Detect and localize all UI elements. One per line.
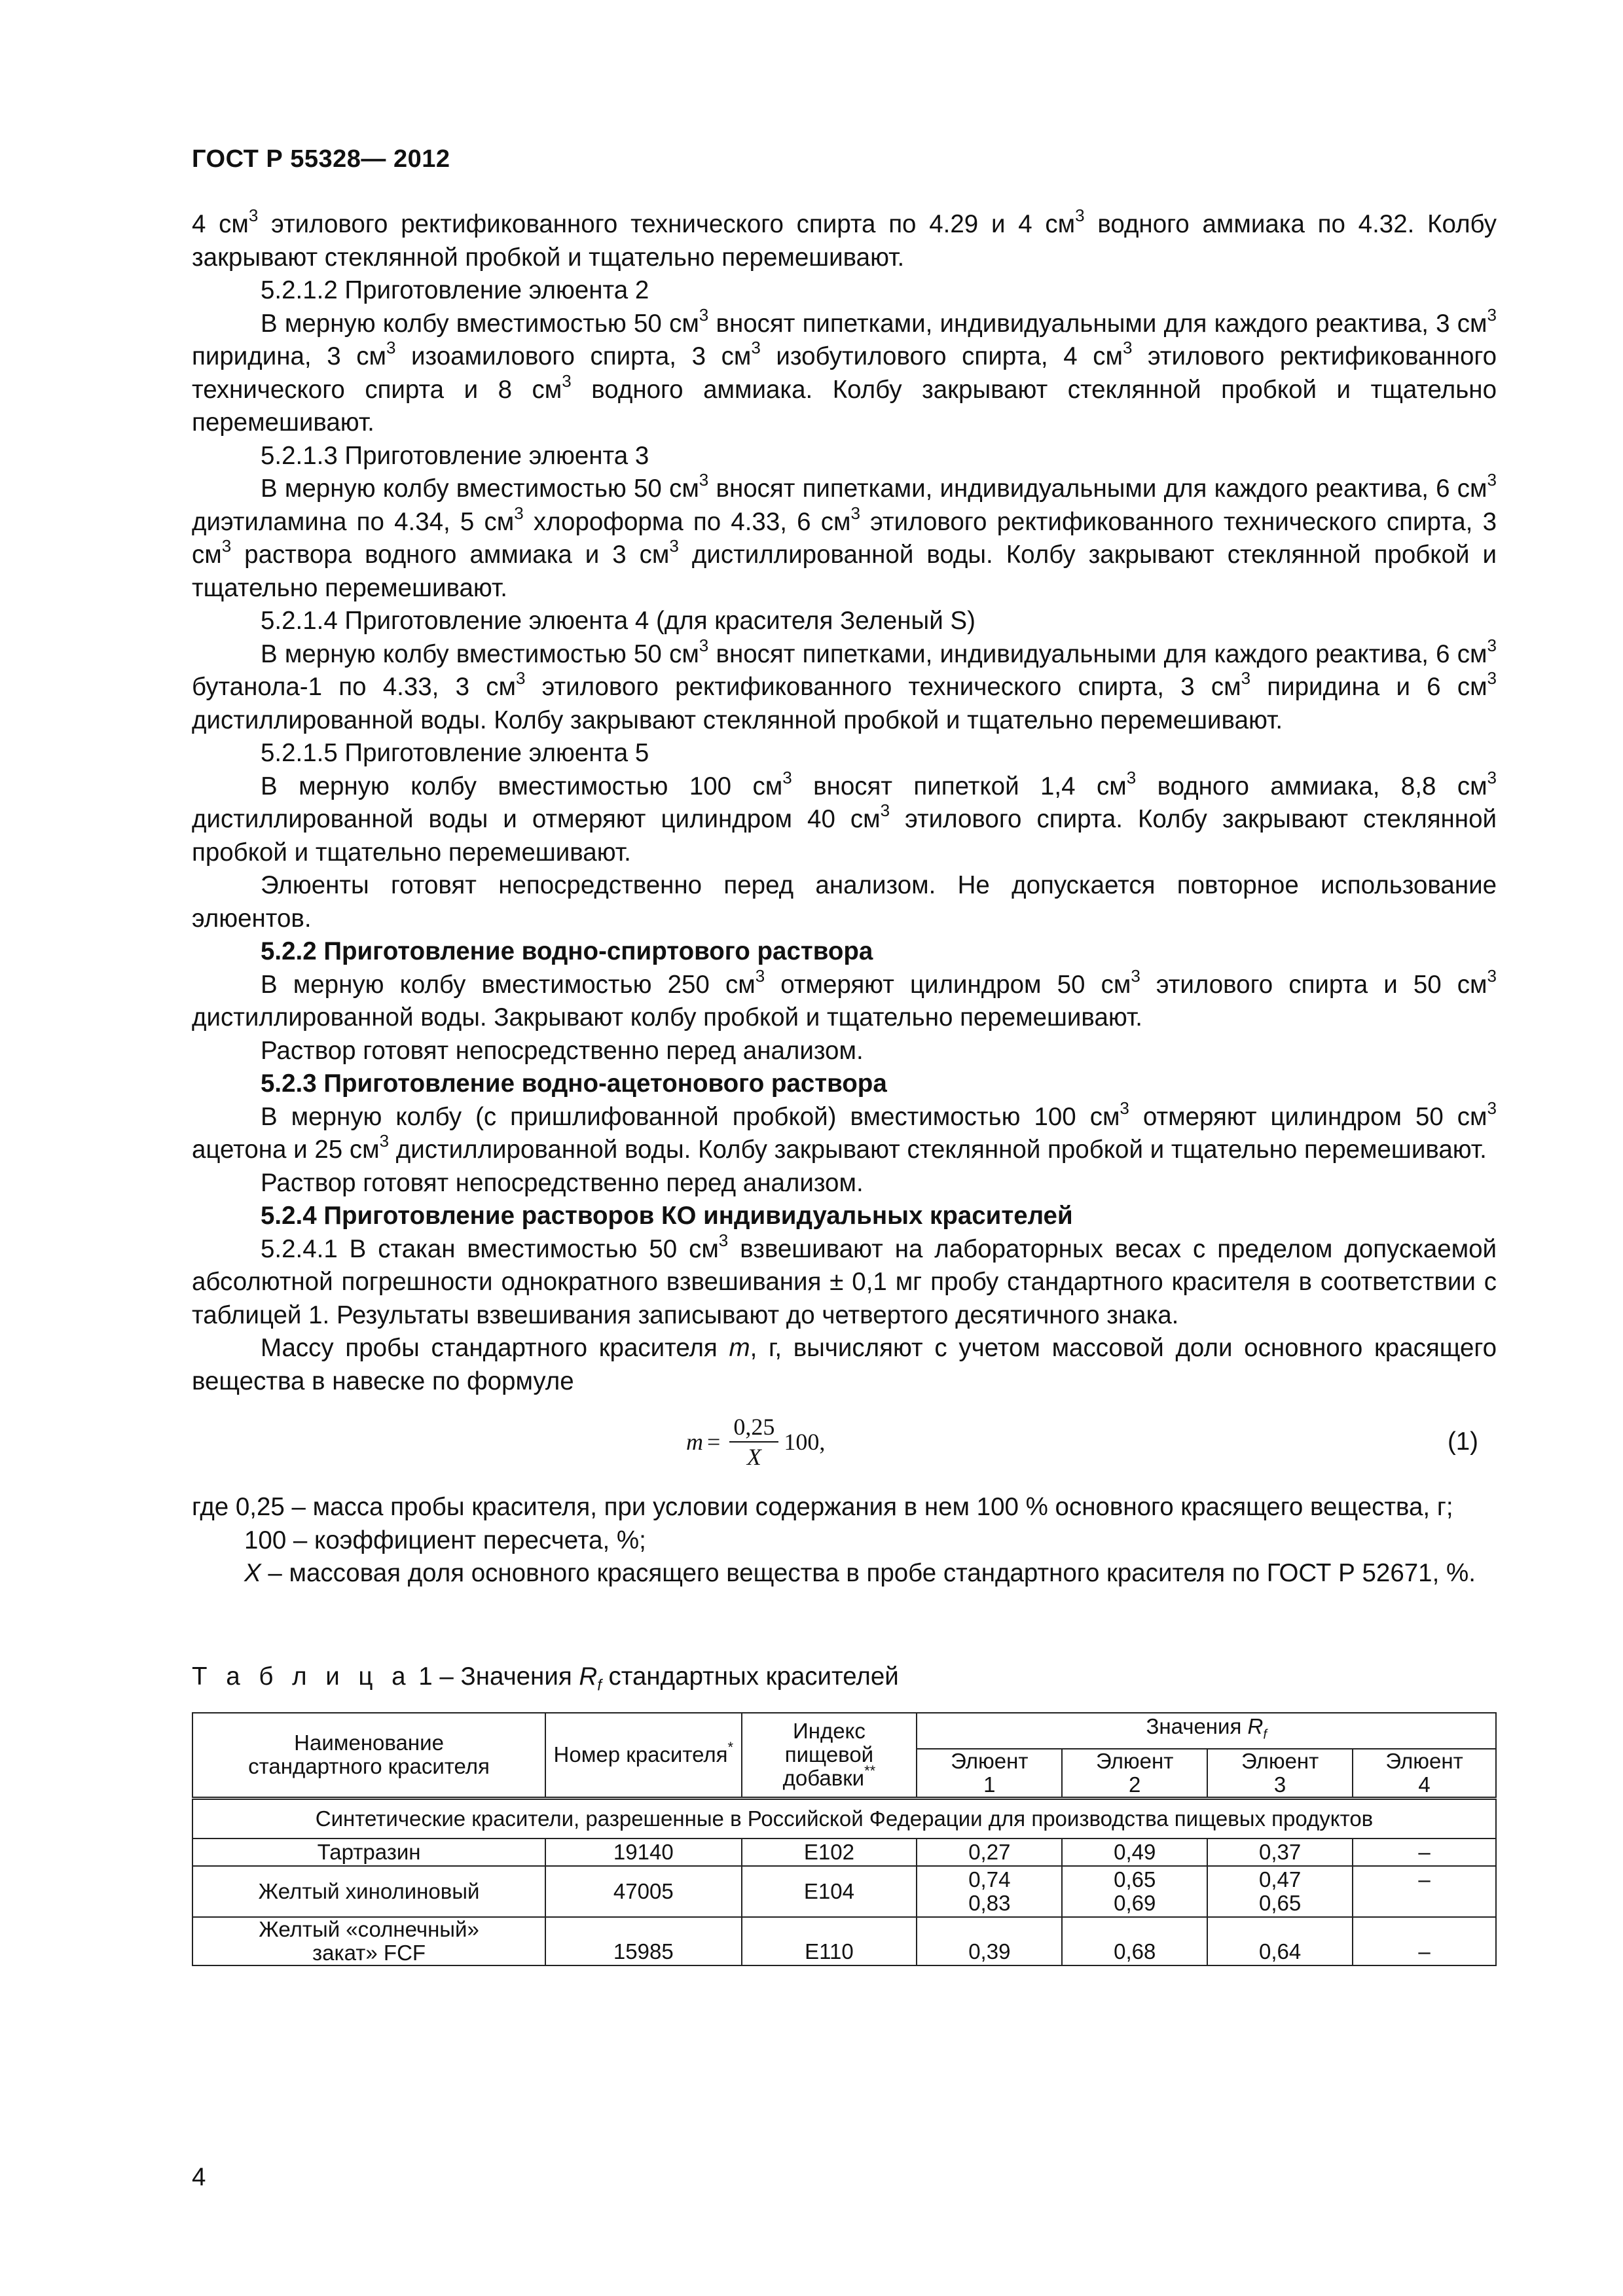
cell-e3: 0,64 [1207,1917,1353,1965]
table-row [192,1839,1496,1866]
cell-e1: 0,74 0,83 [917,1866,1062,1917]
paragraph: В мерную колбу вместимостью 50 $см^3$ вносят пипетками, индивидуальными для каждого реактива, 6 $см^3$ бутанола-1 по 4.33, 3 $см^3$ этилового ректификованного технического спирта, 3 $см^3$ пиридина и 6 $см^3$ дистиллированной воды. Колбу закрывают стеклянной пробкой и тщательно перемешивают. [192,635,1497,734]
header-index: Индекс пищевой добавки** [742,1713,917,1798]
fraction: $\frac{0,25}{X}$ [729,1412,778,1471]
cell-name: Тартразин [192,1839,545,1866]
paragraph: 4 $см^3$ этилового ректификованного технического спирта по 4.29 и 4 $см^3$ водного аммиака по 4.32. Колбу закрывают стеклянной пробкой и тщательно перемешивают. [192,206,1497,272]
table-row [192,1917,1496,1965]
table-row [192,1866,1496,1917]
section-heading: 5.2.1.4 Приготовление элюента 4 (для красителя Зеленый S) [261,607,976,635]
document-header: ГОСТ Р 55328— 2012 [192,145,450,173]
cell-number: 19140 [545,1839,741,1866]
cell-e2: 0,65 0,69 [1062,1866,1207,1917]
paragraph: В мерную колбу вместимостью 250 $см^3$ отмеряют цилиндром 50 $см^3$ этилового спирта и 50 $см^3$ дистиллированной воды. Закрывают колбу пробкой и тщательно перемешивают. [192,965,1497,1031]
paragraph: В мерную колбу вместимостью 50 $см^3$ вносят пипетками, индивидуальными для каждого реактива, 6 $см^3$ диэтиламина по 4.34, 5 $см^3$ хлороформа по 4.33, 6 $см^3$ этилового ректификованного технического спирта, 3 $см^3$ раствора водного аммиака и 3 $см^3$ дистиллированной воды. Колбу закрывают стеклянной пробкой и тщательно перемешивают. [192,470,1497,602]
section-heading: 5.2.2 Приготовление водно-спиртового раствора [261,937,873,965]
header-eluent-1: Элюент 1 [917,1749,1062,1799]
paragraph: X – массовая доля основного красящего вещества в пробе стандартного красителя по ГОСТ Р 52671, %. [244,1559,1476,1587]
header-number: Номер красителя* [545,1713,741,1798]
section-label: Синтетические красители, разрешенные в Российской Федерации для производства пищевых продуктов [192,1798,1496,1839]
cell-number: 15985 [545,1917,741,1965]
document-body [192,208,1497,1590]
section-heading: 5.2.4 Приготовление растворов КО индивидуальных красителей [261,1202,1073,1230]
section-heading: 5.2.1.2 Приготовление элюента 2 [261,276,649,304]
cell-e3: 0,47 0,65 [1207,1866,1353,1917]
cell-index: E110 [742,1917,917,1965]
cell-e2: 0,49 [1062,1839,1207,1866]
cell-name: Желтый «солнечный» закат» FCF [192,1917,545,1965]
cell-e3: 0,37 [1207,1839,1353,1866]
paragraph: В мерную колбу (с пришлифованной пробкой) вместимостью 100 $см^3$ отмеряют цилиндром 50 $см^3$ ацетона и 25 $см^3$ дистиллированной воды. Колбу закрывают стеклянной пробкой и тщательно перемешивают. [192,1098,1497,1164]
cell-index: E102 [742,1839,917,1866]
paragraph: 100 – коэффициент пересчета, %; [244,1526,646,1554]
cell-e2: 0,68 [1062,1917,1207,1965]
section-heading: 5.2.1.5 Приготовление элюента 5 [261,739,649,767]
header-eluent-2: Элюент 2 [1062,1749,1207,1799]
paragraph: 5.2.4.1 В стакан вместимостью 50 $см^3$ взвешивают на лабораторных весах с пределом допускаемой абсолютной погрешности однократного взвешивания ± 0,1 мг пробу стандартного красителя в соответствии с таблицей 1. Результаты взвешивания записывают до четвертого десятичного знака. [192,1230,1497,1329]
paragraph: где 0,25 – масса пробы красителя, при условии содержания в нем 100 % основного красящего вещества, г; [192,1493,1453,1521]
table-caption: Т а б л и ц а 1 – Значения $R_f$ стандартных красителей [192,1662,899,1695]
cell-index: E104 [742,1866,917,1917]
cell-name: Желтый хинолиновый [192,1866,545,1917]
section-heading: 5.2.1.3 Приготовление элюента 3 [261,441,649,470]
header-eluent-4: Элюент 4 [1353,1749,1496,1799]
cell-e1: 0,39 [917,1917,1062,1965]
table-section-row [192,1798,1496,1839]
cell-number: 47005 [545,1866,741,1917]
rf-values-table [192,1712,1497,1966]
formula: m = $\frac{0,25}{X}$ 100, [686,1414,826,1470]
header-name: Наименование стандартного красителя [192,1713,545,1798]
formula-block [192,1406,1497,1486]
cell-e1: 0,27 [917,1839,1062,1866]
cell-e4: – [1353,1917,1496,1965]
header-rf-group: Значения $R_f$ [917,1713,1496,1749]
header-eluent-3: Элюент 3 [1207,1749,1353,1799]
paragraph: В мерную колбу вместимостью 50 $см^3$ вносят пипетками, индивидуальными для каждого реактива, 3 $см^3$ пиридина, 3 $см^3$ изоамилового спирта, 3 $см^3$ изобутилового спирта, 4 $см^3$ этилового ректификованного технического спирта и 8 $см^3$ водного аммиака. Колбу закрывают стеклянной пробкой и тщательно перемешивают. [192,304,1497,437]
cell-e4: – [1353,1866,1496,1917]
section-heading: 5.2.3 Приготовление водно-ацетонового раствора [261,1069,887,1098]
paragraph: Массу пробы стандартного красителя m, г, вычисляют с учетом массовой доли основного красящего вещества в навеске по формуле [192,1334,1497,1395]
page-number: 4 [192,2163,206,2191]
paragraph: Раствор готовят непосредственно перед анализом. [261,1036,864,1065]
paragraph: Элюенты готовят непосредственно перед анализом. Не допускается повторное использование элюентов. [192,871,1497,933]
equation-number: (1) [1447,1427,1478,1456]
paragraph: Раствор готовят непосредственно перед анализом. [261,1168,864,1197]
cell-e4: – [1353,1839,1496,1866]
paragraph: В мерную колбу вместимостью 100 $см^3$ вносят пипеткой 1,4 $см^3$ водного аммиака, 8,8 $см^3$ дистиллированной воды и отмеряют цилиндром 40 $см^3$ этилового спирта. Колбу закрывают стеклянной пробкой и тщательно перемешивают. [192,767,1497,867]
